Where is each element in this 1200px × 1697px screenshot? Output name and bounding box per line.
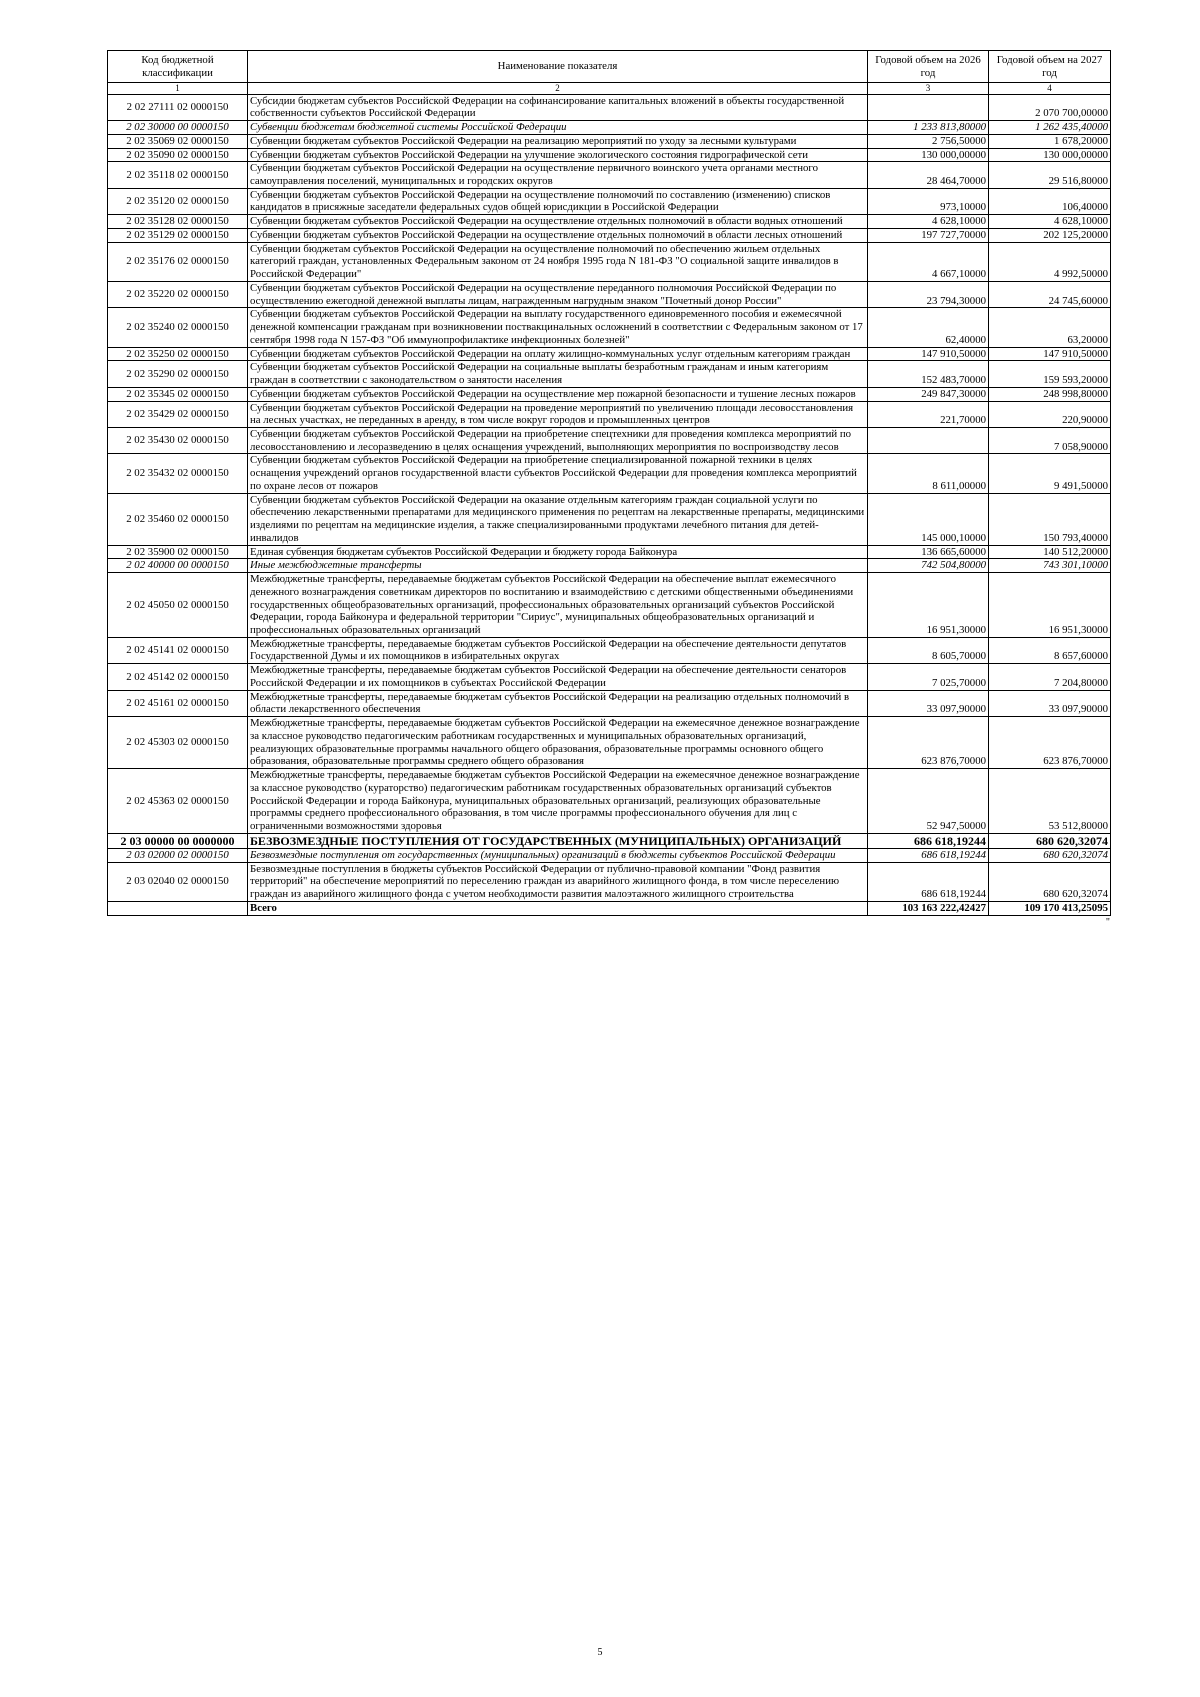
row-code: 2 02 45363 02 0000150 — [108, 769, 248, 834]
row-name: Субвенции бюджетам субъектов Российской Федерации на социальные выплаты безработным гражданам и иным категориям граждан в соответствии с законодательством о занятости населения — [248, 361, 868, 387]
row-value-2027: 106,40000 — [989, 188, 1111, 214]
row-value-2027: 9 491,50000 — [989, 454, 1111, 493]
row-value-2026: 7 025,70000 — [868, 664, 989, 690]
column-number: 2 — [248, 83, 868, 95]
row-code: 2 02 35250 02 0000150 — [108, 347, 248, 361]
row-value-2026: 4 628,10000 — [868, 215, 989, 229]
row-name: Субвенции бюджетам бюджетной системы Российской Федерации — [248, 121, 868, 135]
row-value-2027: 7 204,80000 — [989, 664, 1111, 690]
row-value-2026: 8 611,00000 — [868, 454, 989, 493]
table-row — [108, 769, 1111, 834]
table-row — [108, 427, 1111, 453]
row-code: 2 02 35900 02 0000150 — [108, 545, 248, 559]
table-row — [108, 308, 1111, 347]
row-name: Иные межбюджетные трансферты — [248, 559, 868, 573]
row-value-2027: 220,90000 — [989, 401, 1111, 427]
table-row — [108, 228, 1111, 242]
row-name: Субвенции бюджетам субъектов Российской Федерации на выплату государственного единовременного пособия и ежемесячной денежной компенсации гражданам при возникновении поствакцинальных осложнений в соответствии с Федеральным законом от 17 сентября 1998 года N 157-ФЗ "Об иммунопрофилактике инфекционных болезней" — [248, 308, 868, 347]
row-name: Межбюджетные трансферты, передаваемые бюджетам субъектов Российской Федерации на ежемесячное денежное вознаграждение за классное руководство (кураторство) педагогическим работникам государственных образовательных организаций субъектов Российской Федерации и города Байконура, муниципальных образовательных организаций, реализующих образовательные программы среднего профессионального образования, в том числе программы профессионального обучения для лиц с ограниченными возможностями здоровья — [248, 769, 868, 834]
row-value-2027: 4 628,10000 — [989, 215, 1111, 229]
row-value-2026: 221,70000 — [868, 401, 989, 427]
total-code-cell — [108, 901, 248, 915]
total-row — [108, 901, 1111, 915]
row-name: Безвозмездные поступления в бюджеты субъектов Российской Федерации от публично-правовой компании "Фонд развития территорий" на обеспечение мероприятий по переселению граждан из аварийного жилищного фонда, в том числе переселению граждан из аварийного жилищного фонда с учетом необходимости развития малоэтажного жилищного строительства — [248, 862, 868, 901]
table-row — [108, 215, 1111, 229]
row-code: 2 02 35090 02 0000150 — [108, 148, 248, 162]
row-code: 2 02 35128 02 0000150 — [108, 215, 248, 229]
row-value-2026: 145 000,10000 — [868, 493, 989, 545]
row-value-2026: 2 756,50000 — [868, 134, 989, 148]
row-code: 2 02 35429 02 0000150 — [108, 401, 248, 427]
row-name: Субвенции бюджетам субъектов Российской Федерации на осуществление первичного воинского учета органами местного самоуправления поселений, муниципальных и городских округов — [248, 162, 868, 188]
table-row — [108, 862, 1111, 901]
table-row — [108, 148, 1111, 162]
row-code: 2 02 40000 00 0000150 — [108, 559, 248, 573]
row-code: 2 02 35430 02 0000150 — [108, 427, 248, 453]
row-value-2026: 973,10000 — [868, 188, 989, 214]
row-code: 2 02 35220 02 0000150 — [108, 281, 248, 307]
row-code: 2 03 02040 02 0000150 — [108, 862, 248, 901]
row-value-2027: 1 678,20000 — [989, 134, 1111, 148]
row-value-2026: 152 483,70000 — [868, 361, 989, 387]
row-name: Межбюджетные трансферты, передаваемые бюджетам субъектов Российской Федерации на обеспечение деятельности депутатов Государственной Думы и их помощников в избирательных округах — [248, 637, 868, 663]
table-row — [108, 162, 1111, 188]
header-2027: Годовой объем на 2027 год — [989, 51, 1111, 83]
row-name: Субвенции бюджетам субъектов Российской Федерации на приобретение спецтехники для проведения комплекса мероприятий по лесовосстановлению и лесоразведению в целях оснащения учреждений, выполняющих мероприятия по воспроизводству лесов — [248, 427, 868, 453]
table-row — [108, 94, 1111, 120]
row-value-2026: 8 605,70000 — [868, 637, 989, 663]
row-value-2027: 743 301,10000 — [989, 559, 1111, 573]
table-row — [108, 545, 1111, 559]
row-code: 2 02 35345 02 0000150 — [108, 387, 248, 401]
table-row — [108, 401, 1111, 427]
row-value-2027: 7 058,90000 — [989, 427, 1111, 453]
row-code: 2 02 45161 02 0000150 — [108, 690, 248, 716]
row-value-2026: 197 727,70000 — [868, 228, 989, 242]
table-row — [108, 454, 1111, 493]
row-value-2026: 1 233 813,80000 — [868, 121, 989, 135]
table-row — [108, 281, 1111, 307]
row-code: 2 02 35118 02 0000150 — [108, 162, 248, 188]
row-name: Субсидии бюджетам субъектов Российской Федерации на софинансирование капитальных вложений в объекты государственной собственности субъектов Российской Федерации — [248, 94, 868, 120]
row-value-2027: 140 512,20000 — [989, 545, 1111, 559]
column-number: 1 — [108, 83, 248, 95]
table-row — [108, 387, 1111, 401]
table-row — [108, 833, 1111, 848]
row-value-2026: 4 667,10000 — [868, 242, 989, 281]
page-number: 5 — [597, 1647, 603, 1658]
row-value-2027: 248 998,80000 — [989, 387, 1111, 401]
table-row — [108, 361, 1111, 387]
row-name: Межбюджетные трансферты, передаваемые бюджетам субъектов Российской Федерации на обеспечение выплат ежемесячного денежного вознаграждения советникам директоров по воспитанию и взаимодействию с детскими общественными объединениями государственных общеобразовательных организаций, профессиональных образовательных организаций субъектов Российской Федерации, города Байконура и федеральной территории "Сириус", муниципальных общеобразовательных организаций и профессиональных образовательных организаций — [248, 573, 868, 638]
row-value-2027: 33 097,90000 — [989, 690, 1111, 716]
row-value-2026: 62,40000 — [868, 308, 989, 347]
row-value-2027: 623 876,70000 — [989, 717, 1111, 769]
row-name: Субвенции бюджетам субъектов Российской Федерации на осуществление отдельных полномочий в области водных отношений — [248, 215, 868, 229]
row-value-2026 — [868, 94, 989, 120]
header-code: Код бюджетной классификации — [108, 51, 248, 83]
row-code: 2 02 35176 02 0000150 — [108, 242, 248, 281]
column-number: 4 — [989, 83, 1111, 95]
row-value-2026: 686 618,19244 — [868, 848, 989, 862]
row-code: 2 02 35120 02 0000150 — [108, 188, 248, 214]
total-label: Всего — [248, 901, 868, 915]
row-value-2027: 680 620,32074 — [989, 862, 1111, 901]
row-value-2026: 742 504,80000 — [868, 559, 989, 573]
row-code: 2 02 35069 02 0000150 — [108, 134, 248, 148]
row-value-2027: 150 793,40000 — [989, 493, 1111, 545]
row-name: Субвенции бюджетам субъектов Российской Федерации на оплату жилищно-коммунальных услуг отдельным категориям граждан — [248, 347, 868, 361]
table-body — [108, 94, 1111, 901]
row-value-2026: 686 618,19244 — [868, 833, 989, 848]
row-value-2026: 16 951,30000 — [868, 573, 989, 638]
row-value-2027: 16 951,30000 — [989, 573, 1111, 638]
table-row — [108, 559, 1111, 573]
row-name: Субвенции бюджетам субъектов Российской Федерации на оказание отдельным категориям граждан социальной услуги по обеспечению лекарственными препаратами для медицинского применения по рецептам на лекарственные препараты, медицинскими изделиями по рецептам на медицинские изделия, а также специализированными продуктами лечебного питания для детей-инвалидов — [248, 493, 868, 545]
row-name: Субвенции бюджетам субъектов Российской Федерации на приобретение специализированной пожарной техники в целях оснащения учреждений органов государственной власти субъектов Российской Федерации для проведения комплекса мероприятий по охране лесов от пожаров — [248, 454, 868, 493]
row-name: Субвенции бюджетам субъектов Российской Федерации на реализацию мероприятий по уходу за лесными культурами — [248, 134, 868, 148]
table-row — [108, 121, 1111, 135]
row-name: Межбюджетные трансферты, передаваемые бюджетам субъектов Российской Федерации на реализацию отдельных полномочий в области лекарственного обеспечения — [248, 690, 868, 716]
row-name: Субвенции бюджетам субъектов Российской Федерации на осуществление мер пожарной безопасности и тушение лесных пожаров — [248, 387, 868, 401]
row-code: 2 02 35290 02 0000150 — [108, 361, 248, 387]
table-row — [108, 637, 1111, 663]
table-row — [108, 848, 1111, 862]
row-value-2027: 1 262 435,40000 — [989, 121, 1111, 135]
row-code: 2 02 35460 02 0000150 — [108, 493, 248, 545]
row-code: 2 03 02000 02 0000150 — [108, 848, 248, 862]
total-2026: 103 163 222,42427 — [868, 901, 989, 915]
table-row — [108, 664, 1111, 690]
row-value-2027: 680 620,32074 — [989, 833, 1111, 848]
row-value-2027: 4 992,50000 — [989, 242, 1111, 281]
table-row — [108, 242, 1111, 281]
table-row — [108, 573, 1111, 638]
row-name: Субвенции бюджетам субъектов Российской Федерации на улучшение экологического состояния гидрографической сети — [248, 148, 868, 162]
header-2026: Годовой объем на 2026 год — [868, 51, 989, 83]
row-code: 2 02 45141 02 0000150 — [108, 637, 248, 663]
column-number: 3 — [868, 83, 989, 95]
table-header — [108, 51, 1111, 95]
row-value-2026: 23 794,30000 — [868, 281, 989, 307]
row-value-2027: 202 125,20000 — [989, 228, 1111, 242]
row-value-2026 — [868, 427, 989, 453]
row-code: 2 02 35129 02 0000150 — [108, 228, 248, 242]
row-value-2027: 24 745,60000 — [989, 281, 1111, 307]
row-value-2027: 130 000,00000 — [989, 148, 1111, 162]
row-code: 2 02 35432 02 0000150 — [108, 454, 248, 493]
row-code: 2 02 27111 02 0000150 — [108, 94, 248, 120]
row-value-2026: 130 000,00000 — [868, 148, 989, 162]
row-value-2027: 2 070 700,00000 — [989, 94, 1111, 120]
row-name: Единая субвенция бюджетам субъектов Российской Федерации и бюджету города Байконура — [248, 545, 868, 559]
row-value-2027: 147 910,50000 — [989, 347, 1111, 361]
row-value-2026: 623 876,70000 — [868, 717, 989, 769]
row-code: 2 02 45142 02 0000150 — [108, 664, 248, 690]
row-value-2027: 159 593,20000 — [989, 361, 1111, 387]
row-value-2026: 249 847,30000 — [868, 387, 989, 401]
row-name: БЕЗВОЗМЕЗДНЫЕ ПОСТУПЛЕНИЯ ОТ ГОСУДАРСТВЕННЫХ (МУНИЦИПАЛЬНЫХ) ОРГАНИЗАЦИЙ — [248, 833, 868, 848]
row-name: Межбюджетные трансферты, передаваемые бюджетам субъектов Российской Федерации на ежемесячное денежное вознаграждение за классное руководство педагогическим работникам государственных и муниципальных образовательных организаций, реализующих образовательные программы начального общего образования, образовательные программы основного общего образования, образовательные программы среднего общего образования — [248, 717, 868, 769]
row-value-2027: 8 657,60000 — [989, 637, 1111, 663]
table-row — [108, 347, 1111, 361]
row-name: Безвозмездные поступления от государственных (муниципальных) организаций в бюджеты субъектов Российской Федерации — [248, 848, 868, 862]
closing-quote-mark: " — [1105, 917, 1110, 928]
row-name: Субвенции бюджетам субъектов Российской Федерации на осуществление полномочий по составлению (изменению) списков кандидатов в присяжные заседатели федеральных судов общей юрисдикции в Российской Федерации — [248, 188, 868, 214]
row-value-2027: 63,20000 — [989, 308, 1111, 347]
row-value-2027: 680 620,32074 — [989, 848, 1111, 862]
row-name: Субвенции бюджетам субъектов Российской Федерации на проведение мероприятий по увеличению площади лесовосстановления на лесных участках, не переданных в аренду, в том числе вокруг городов и промышленных центров — [248, 401, 868, 427]
budget-table — [107, 50, 1111, 916]
row-value-2026: 147 910,50000 — [868, 347, 989, 361]
table-row — [108, 690, 1111, 716]
table-row — [108, 134, 1111, 148]
row-value-2026: 686 618,19244 — [868, 862, 989, 901]
row-code: 2 02 45050 02 0000150 — [108, 573, 248, 638]
row-value-2026: 136 665,60000 — [868, 545, 989, 559]
row-code: 2 02 35240 02 0000150 — [108, 308, 248, 347]
table-row — [108, 493, 1111, 545]
row-code: 2 02 45303 02 0000150 — [108, 717, 248, 769]
total-2027: 109 170 413,25095 — [989, 901, 1111, 915]
row-value-2027: 29 516,80000 — [989, 162, 1111, 188]
row-value-2027: 53 512,80000 — [989, 769, 1111, 834]
row-code: 2 02 30000 00 0000150 — [108, 121, 248, 135]
row-name: Субвенции бюджетам субъектов Российской Федерации на осуществление переданного полномочия Российской Федерации по осуществлению ежегодной денежной выплаты лицам, награжденным нагрудным знаком "Почетный донор России" — [248, 281, 868, 307]
row-name: Межбюджетные трансферты, передаваемые бюджетам субъектов Российской Федерации на обеспечение деятельности сенаторов Российской Федерации и их помощников в субъектах Российской Федерации — [248, 664, 868, 690]
row-name: Субвенции бюджетам субъектов Российской Федерации на осуществление отдельных полномочий в области лесных отношений — [248, 228, 868, 242]
row-value-2026: 33 097,90000 — [868, 690, 989, 716]
row-value-2026: 52 947,50000 — [868, 769, 989, 834]
header-name: Наименование показателя — [248, 51, 868, 83]
row-code: 2 03 00000 00 0000000 — [108, 833, 248, 848]
row-value-2026: 28 464,70000 — [868, 162, 989, 188]
row-name: Субвенции бюджетам субъектов Российской Федерации на осуществление полномочий по обеспечению жильем отдельных категорий граждан, установленных Федеральным законом от 24 ноября 1995 года N 181-ФЗ "О социальной защите инвалидов в Российской Федерации" — [248, 242, 868, 281]
table-row — [108, 188, 1111, 214]
table-row — [108, 717, 1111, 769]
